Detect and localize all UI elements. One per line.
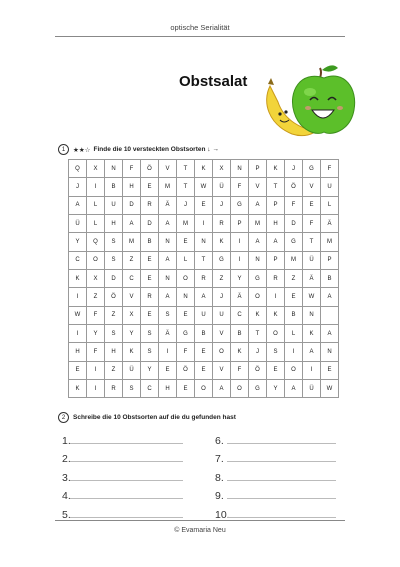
task-number-2: 2 bbox=[58, 412, 69, 423]
grid-cell[interactable]: U bbox=[195, 307, 213, 325]
answer-number: 4. bbox=[62, 490, 71, 502]
grid-cell[interactable]: N bbox=[303, 307, 321, 325]
grid-cell[interactable]: N bbox=[195, 233, 213, 251]
grid-cell[interactable]: O bbox=[213, 343, 231, 361]
grid-cell[interactable]: J bbox=[249, 343, 267, 361]
grid-cell[interactable]: Ü bbox=[213, 178, 231, 196]
grid-cell[interactable]: A bbox=[285, 380, 303, 398]
grid-cell[interactable]: R bbox=[105, 380, 123, 398]
grid-cell[interactable]: M bbox=[159, 178, 177, 196]
grid-cell[interactable]: V bbox=[159, 160, 177, 178]
grid-cell[interactable]: N bbox=[249, 252, 267, 270]
grid-cell[interactable]: Ü bbox=[69, 215, 87, 233]
grid-cell[interactable]: F bbox=[231, 178, 249, 196]
answer-underline bbox=[227, 480, 336, 481]
grid-cell[interactable]: G bbox=[231, 197, 249, 215]
grid-cell[interactable]: K bbox=[267, 307, 285, 325]
answer-number: 9. bbox=[215, 490, 224, 502]
grid-cell[interactable]: E bbox=[285, 288, 303, 306]
grid-cell[interactable]: E bbox=[195, 197, 213, 215]
grid-cell[interactable]: M bbox=[321, 233, 339, 251]
grid-cell[interactable]: Z bbox=[105, 362, 123, 380]
grid-cell[interactable]: Ö bbox=[177, 362, 195, 380]
grid-cell[interactable]: Y bbox=[267, 380, 285, 398]
grid-cell[interactable]: H bbox=[159, 380, 177, 398]
page-header: optische Serialität bbox=[170, 23, 230, 32]
task-2-text: Schreibe die 10 Obstsorten auf die du gefunden hast bbox=[73, 414, 236, 421]
grid-cell[interactable]: V bbox=[213, 325, 231, 343]
task-number-1: 1 bbox=[58, 144, 69, 155]
grid-cell[interactable]: E bbox=[303, 197, 321, 215]
grid-cell[interactable]: A bbox=[321, 288, 339, 306]
answer-underline bbox=[70, 461, 183, 462]
grid-cell[interactable]: S bbox=[105, 252, 123, 270]
grid-cell[interactable]: A bbox=[249, 233, 267, 251]
grid-cell[interactable]: L bbox=[285, 325, 303, 343]
grid-cell[interactable]: B bbox=[231, 325, 249, 343]
footer-rule bbox=[55, 520, 345, 521]
grid-cell[interactable]: D bbox=[285, 215, 303, 233]
grid-cell[interactable]: E bbox=[141, 307, 159, 325]
grid-cell[interactable]: K bbox=[249, 307, 267, 325]
answer-line[interactable] bbox=[62, 484, 215, 503]
difficulty-stars-icon: ★★☆ bbox=[73, 146, 91, 154]
grid-cell[interactable]: I bbox=[195, 215, 213, 233]
grid-cell[interactable]: O bbox=[87, 252, 105, 270]
grid-cell[interactable]: H bbox=[69, 343, 87, 361]
word-search-grid bbox=[68, 159, 339, 398]
grid-cell[interactable]: R bbox=[141, 288, 159, 306]
grid-cell[interactable]: N bbox=[177, 288, 195, 306]
grid-cell[interactable]: Ü bbox=[303, 380, 321, 398]
grid-cell[interactable]: T bbox=[177, 178, 195, 196]
grid-cell[interactable]: W bbox=[321, 380, 339, 398]
grid-cell[interactable]: D bbox=[123, 197, 141, 215]
grid-cell[interactable]: S bbox=[105, 233, 123, 251]
grid-cell[interactable]: Ü bbox=[303, 252, 321, 270]
grid-cell[interactable]: D bbox=[141, 215, 159, 233]
grid-cell[interactable]: K bbox=[123, 343, 141, 361]
answer-line[interactable] bbox=[62, 502, 215, 521]
grid-cell[interactable]: C bbox=[123, 270, 141, 288]
answer-line[interactable] bbox=[62, 465, 215, 484]
page-footer: © Evamaria Neu bbox=[174, 527, 226, 534]
grid-cell[interactable]: S bbox=[267, 343, 285, 361]
grid-cell[interactable]: U bbox=[105, 197, 123, 215]
answer-underline bbox=[70, 517, 183, 518]
grid-cell[interactable]: Q bbox=[69, 160, 87, 178]
answer-number: 6. bbox=[215, 434, 224, 447]
grid-cell[interactable]: T bbox=[267, 178, 285, 196]
grid-cell[interactable]: P bbox=[321, 252, 339, 270]
grid-cell[interactable]: I bbox=[231, 233, 249, 251]
grid-cell[interactable]: J bbox=[69, 178, 87, 196]
answer-underline bbox=[227, 461, 336, 462]
page-title: Obstsalat bbox=[179, 73, 248, 90]
grid-cell[interactable]: B bbox=[285, 307, 303, 325]
grid-cell[interactable]: A bbox=[159, 252, 177, 270]
grid-cell[interactable]: P bbox=[231, 215, 249, 233]
task-1-text: Finde die 10 versteckten Obstsorten ↓ → bbox=[93, 146, 219, 153]
grid-cell[interactable]: H bbox=[123, 178, 141, 196]
grid-cell[interactable]: A bbox=[267, 233, 285, 251]
grid-cell[interactable]: R bbox=[213, 215, 231, 233]
grid-cell[interactable]: J bbox=[177, 197, 195, 215]
grid-cell[interactable]: E bbox=[177, 380, 195, 398]
grid-cell[interactable]: S bbox=[159, 307, 177, 325]
answer-number: 2. bbox=[62, 453, 71, 465]
grid-cell[interactable]: O bbox=[267, 325, 285, 343]
grid-cell[interactable]: N bbox=[159, 270, 177, 288]
answer-number: 8. bbox=[215, 471, 224, 484]
answer-underline bbox=[227, 498, 336, 499]
grid-cell[interactable]: G bbox=[177, 325, 195, 343]
grid-cell[interactable]: K bbox=[195, 160, 213, 178]
grid-cell[interactable]: K bbox=[267, 160, 285, 178]
grid-cell[interactable]: Ö bbox=[249, 362, 267, 380]
grid-cell[interactable]: I bbox=[267, 288, 285, 306]
grid-cell[interactable]: Ä bbox=[159, 325, 177, 343]
answer-underline bbox=[227, 443, 336, 444]
fruit-illustration bbox=[258, 62, 358, 142]
answer-line[interactable] bbox=[215, 428, 338, 447]
grid-cell[interactable]: A bbox=[303, 343, 321, 361]
grid-cell[interactable]: J bbox=[285, 160, 303, 178]
grid-cell[interactable]: A bbox=[321, 325, 339, 343]
grid-cell[interactable]: X bbox=[87, 270, 105, 288]
grid-cell[interactable]: S bbox=[105, 325, 123, 343]
grid-cell[interactable]: W bbox=[69, 307, 87, 325]
grid-cell[interactable]: L bbox=[177, 252, 195, 270]
grid-cell[interactable]: C bbox=[141, 380, 159, 398]
grid-cell[interactable]: J bbox=[213, 197, 231, 215]
grid-cell[interactable]: M bbox=[285, 252, 303, 270]
grid-cell[interactable]: P bbox=[267, 197, 285, 215]
grid-cell[interactable]: O bbox=[285, 362, 303, 380]
grid-cell[interactable]: Ö bbox=[285, 178, 303, 196]
apple-icon bbox=[292, 65, 354, 133]
grid-cell[interactable]: F bbox=[321, 160, 339, 178]
grid-cell[interactable]: E bbox=[267, 362, 285, 380]
grid-cell[interactable]: A bbox=[249, 197, 267, 215]
answer-number: 5. bbox=[62, 508, 71, 521]
grid-cell[interactable]: P bbox=[267, 252, 285, 270]
grid-cell[interactable]: S bbox=[123, 380, 141, 398]
grid-cell[interactable]: Z bbox=[105, 307, 123, 325]
grid-cell[interactable]: E bbox=[69, 362, 87, 380]
grid-cell[interactable]: A bbox=[159, 215, 177, 233]
grid-cell[interactable]: X bbox=[123, 307, 141, 325]
grid-cell[interactable]: F bbox=[231, 362, 249, 380]
grid-cell[interactable]: I bbox=[87, 178, 105, 196]
grid-cell[interactable]: V bbox=[249, 178, 267, 196]
grid-cell[interactable]: M bbox=[177, 215, 195, 233]
grid-cell[interactable]: E bbox=[141, 270, 159, 288]
grid-cell[interactable]: R bbox=[141, 197, 159, 215]
grid-cell[interactable]: R bbox=[267, 270, 285, 288]
grid-cell[interactable]: A bbox=[123, 215, 141, 233]
grid-cell[interactable]: I bbox=[69, 325, 87, 343]
grid-cell[interactable]: I bbox=[87, 380, 105, 398]
grid-cell[interactable]: I bbox=[231, 252, 249, 270]
answer-number: 10. bbox=[215, 508, 230, 521]
grid-cell[interactable]: L bbox=[87, 215, 105, 233]
grid-cell[interactable]: Ü bbox=[123, 362, 141, 380]
grid-cell[interactable]: I bbox=[303, 362, 321, 380]
answer-underline bbox=[70, 498, 183, 499]
grid-cell[interactable]: Y bbox=[123, 325, 141, 343]
answer-lines bbox=[62, 428, 338, 521]
grid-cell[interactable]: B bbox=[105, 178, 123, 196]
grid-cell[interactable] bbox=[321, 307, 339, 325]
grid-cell[interactable]: U bbox=[213, 307, 231, 325]
grid-cell[interactable]: Ä bbox=[159, 197, 177, 215]
answer-underline bbox=[227, 517, 336, 518]
grid-cell[interactable]: N bbox=[105, 160, 123, 178]
grid-cell[interactable]: Y bbox=[69, 233, 87, 251]
grid-cell[interactable]: B bbox=[195, 325, 213, 343]
grid-cell[interactable]: E bbox=[141, 252, 159, 270]
grid-cell[interactable]: G bbox=[249, 270, 267, 288]
grid-cell[interactable]: Ö bbox=[105, 288, 123, 306]
answer-underline bbox=[70, 443, 183, 444]
grid-cell[interactable]: A bbox=[159, 288, 177, 306]
grid-cell[interactable]: A bbox=[213, 380, 231, 398]
grid-cell[interactable]: E bbox=[195, 343, 213, 361]
grid-cell[interactable]: N bbox=[321, 343, 339, 361]
grid-cell[interactable]: B bbox=[141, 233, 159, 251]
grid-cell[interactable]: E bbox=[195, 362, 213, 380]
grid-cell[interactable]: V bbox=[123, 288, 141, 306]
grid-cell[interactable]: C bbox=[69, 252, 87, 270]
grid-cell[interactable]: R bbox=[195, 270, 213, 288]
grid-cell[interactable]: S bbox=[141, 343, 159, 361]
grid-cell[interactable]: F bbox=[285, 197, 303, 215]
grid-cell[interactable]: E bbox=[177, 233, 195, 251]
grid-cell[interactable]: G bbox=[249, 380, 267, 398]
grid-cell[interactable]: U bbox=[321, 178, 339, 196]
answer-line[interactable] bbox=[215, 502, 338, 521]
grid-cell[interactable]: O bbox=[195, 380, 213, 398]
grid-cell[interactable]: F bbox=[87, 307, 105, 325]
grid-cell[interactable]: Z bbox=[213, 270, 231, 288]
answer-underline bbox=[70, 480, 183, 481]
grid-cell[interactable]: G bbox=[213, 252, 231, 270]
grid-cell[interactable]: K bbox=[69, 270, 87, 288]
grid-cell[interactable]: T bbox=[195, 252, 213, 270]
grid-cell[interactable]: E bbox=[141, 178, 159, 196]
grid-cell[interactable]: W bbox=[195, 178, 213, 196]
grid-cell[interactable]: O bbox=[177, 270, 195, 288]
grid-cell[interactable]: G bbox=[303, 160, 321, 178]
grid-cell[interactable]: I bbox=[69, 288, 87, 306]
task-2 bbox=[58, 412, 236, 423]
answer-line[interactable] bbox=[62, 447, 215, 466]
grid-cell[interactable]: Y bbox=[231, 270, 249, 288]
grid-cell[interactable]: L bbox=[87, 197, 105, 215]
grid-cell[interactable]: E bbox=[177, 307, 195, 325]
answer-line[interactable] bbox=[215, 484, 338, 503]
grid-cell[interactable]: Z bbox=[285, 270, 303, 288]
grid-cell[interactable]: F bbox=[303, 215, 321, 233]
grid-cell[interactable]: O bbox=[249, 288, 267, 306]
grid-cell[interactable]: H bbox=[267, 215, 285, 233]
answer-number: 3. bbox=[62, 471, 71, 484]
grid-cell[interactable]: T bbox=[249, 325, 267, 343]
grid-cell[interactable]: I bbox=[159, 343, 177, 361]
grid-cell[interactable]: Q bbox=[87, 233, 105, 251]
grid-cell[interactable]: K bbox=[303, 325, 321, 343]
grid-cell[interactable]: X bbox=[213, 160, 231, 178]
grid-cell[interactable]: W bbox=[303, 288, 321, 306]
grid-cell[interactable]: H bbox=[105, 215, 123, 233]
answer-number: 7. bbox=[215, 453, 224, 465]
grid-cell[interactable]: H bbox=[105, 343, 123, 361]
grid-cell[interactable]: J bbox=[213, 288, 231, 306]
answer-line[interactable] bbox=[215, 465, 338, 484]
grid-cell[interactable]: P bbox=[249, 160, 267, 178]
grid-cell[interactable]: F bbox=[87, 343, 105, 361]
grid-cell[interactable]: X bbox=[87, 160, 105, 178]
grid-cell[interactable]: Y bbox=[87, 325, 105, 343]
grid-cell[interactable]: V bbox=[213, 362, 231, 380]
task-1 bbox=[58, 144, 219, 155]
grid-cell[interactable]: K bbox=[69, 380, 87, 398]
grid-cell[interactable]: Z bbox=[123, 252, 141, 270]
grid-cell[interactable]: F bbox=[123, 160, 141, 178]
answer-number: 1. bbox=[62, 434, 71, 447]
grid-cell[interactable]: C bbox=[231, 307, 249, 325]
grid-cell[interactable]: Y bbox=[141, 362, 159, 380]
grid-cell[interactable]: T bbox=[303, 233, 321, 251]
grid-cell[interactable]: Z bbox=[87, 288, 105, 306]
grid-cell[interactable]: I bbox=[285, 343, 303, 361]
grid-cell[interactable]: K bbox=[213, 233, 231, 251]
grid-cell[interactable]: M bbox=[123, 233, 141, 251]
grid-cell[interactable]: Ä bbox=[231, 288, 249, 306]
grid-cell[interactable]: I bbox=[87, 362, 105, 380]
answer-line[interactable] bbox=[62, 428, 215, 447]
grid-cell[interactable]: N bbox=[159, 233, 177, 251]
answer-line[interactable] bbox=[215, 447, 338, 466]
grid-cell[interactable]: T bbox=[177, 160, 195, 178]
grid-cell[interactable]: N bbox=[231, 160, 249, 178]
grid-cell[interactable]: A bbox=[195, 288, 213, 306]
grid-cell[interactable]: Ä bbox=[303, 270, 321, 288]
grid-cell[interactable]: G bbox=[285, 233, 303, 251]
grid-cell[interactable]: B bbox=[321, 270, 339, 288]
grid-cell[interactable]: S bbox=[141, 325, 159, 343]
grid-cell[interactable]: V bbox=[303, 178, 321, 196]
grid-cell[interactable]: O bbox=[231, 380, 249, 398]
grid-cell[interactable]: Ä bbox=[321, 215, 339, 233]
grid-cell[interactable]: E bbox=[159, 362, 177, 380]
header-rule bbox=[55, 36, 345, 37]
grid-cell[interactable]: M bbox=[249, 215, 267, 233]
grid-cell[interactable]: F bbox=[177, 343, 195, 361]
grid-cell[interactable]: K bbox=[231, 343, 249, 361]
grid-cell[interactable]: L bbox=[321, 197, 339, 215]
grid-cell[interactable]: E bbox=[321, 362, 339, 380]
grid-cell[interactable]: A bbox=[69, 197, 87, 215]
grid-cell[interactable]: Ö bbox=[141, 160, 159, 178]
grid-cell[interactable]: D bbox=[105, 270, 123, 288]
